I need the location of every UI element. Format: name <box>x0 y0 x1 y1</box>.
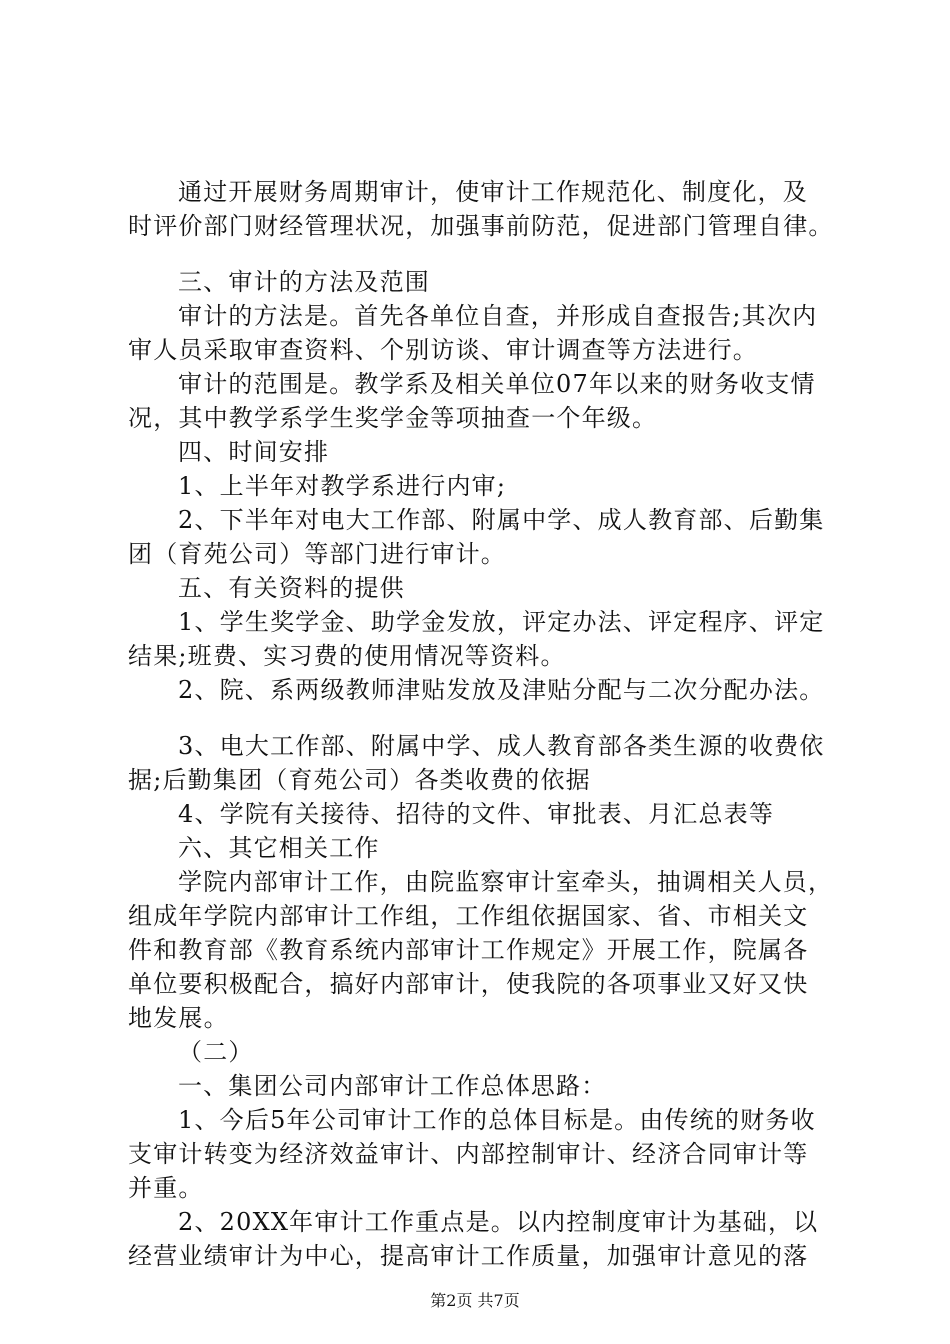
paragraph-line: 2、院、系两级教师津贴发放及津贴分配与二次分配办法。 <box>178 676 825 704</box>
paragraph-line: 支审计转变为经济效益审计、内部控制审计、经济合同审计等 <box>128 1140 809 1168</box>
section-heading: （二） <box>178 1038 254 1066</box>
paragraph-line: 4、学院有关接待、招待的文件、审批表、月汇总表等 <box>178 800 775 828</box>
paragraph-line: 1、上半年对教学系进行内审; <box>178 472 507 500</box>
paragraph-line: 审计的范围是。教学系及相关单位07年以来的财务收支情 <box>178 370 816 398</box>
paragraph-line: 1、今后5年公司审计工作的总体目标是。由传统的财务收 <box>178 1106 816 1134</box>
paragraph-line: 组成年学院内部审计工作组，工作组依据国家、省、市相关文 <box>128 902 809 930</box>
paragraph-line: 况，其中教学系学生奖学金等项抽查一个年级。 <box>128 404 658 432</box>
section-heading: 三、审计的方法及范围 <box>178 268 430 296</box>
section-heading: 六、其它相关工作 <box>178 834 380 862</box>
paragraph-line: 2、下半年对电大工作部、附属中学、成人教育部、后勤集 <box>178 506 825 534</box>
paragraph-line: 时评价部门财经管理状况，加强事前防范，促进部门管理自律。 <box>128 212 834 240</box>
paragraph-line: 并重。 <box>128 1174 204 1202</box>
paragraph-line: 结果;班费、实习费的使用情况等资料。 <box>128 642 566 670</box>
paragraph-line: 单位要积极配合，搞好内部审计，使我院的各项事业又好又快 <box>128 970 809 998</box>
paragraph-line: 通过开展财务周期审计，使审计工作规范化、制度化，及 <box>178 178 808 206</box>
paragraph-line: 学院内部审计工作，由院监察审计室牵头，抽调相关人员， <box>178 868 834 896</box>
section-heading: 五、有关资料的提供 <box>178 574 405 602</box>
paragraph-line: 审人员采取审查资料、个别访谈、审计调查等方法进行。 <box>128 336 758 364</box>
paragraph-line: 据;后勤集团（育苑公司）各类收费的依据 <box>128 766 591 794</box>
paragraph-line: 2、20XX年审计工作重点是。以内控制度审计为基础，以 <box>178 1208 819 1236</box>
paragraph-line: 1、学生奖学金、助学金发放，评定办法、评定程序、评定 <box>178 608 825 636</box>
paragraph-line: 件和教育部《教育系统内部审计工作规定》开展工作，院属各 <box>128 936 809 964</box>
section-heading: 四、时间安排 <box>178 438 330 466</box>
paragraph-line: 审计的方法是。首先各单位自查，并形成自查报告;其次内 <box>178 302 818 330</box>
paragraph-line: 团（育苑公司）等部门进行审计。 <box>128 540 506 568</box>
paragraph-line: 经营业绩审计为中心，提高审计工作质量，加强审计意见的落 <box>128 1242 809 1270</box>
section-heading: 一、集团公司内部审计工作总体思路： <box>178 1072 607 1100</box>
page-number-footer: 第2页 共7页 <box>430 1291 520 1310</box>
paragraph-line: 地发展。 <box>128 1004 229 1032</box>
paragraph-line: 3、电大工作部、附属中学、成人教育部各类生源的收费依 <box>178 732 825 760</box>
